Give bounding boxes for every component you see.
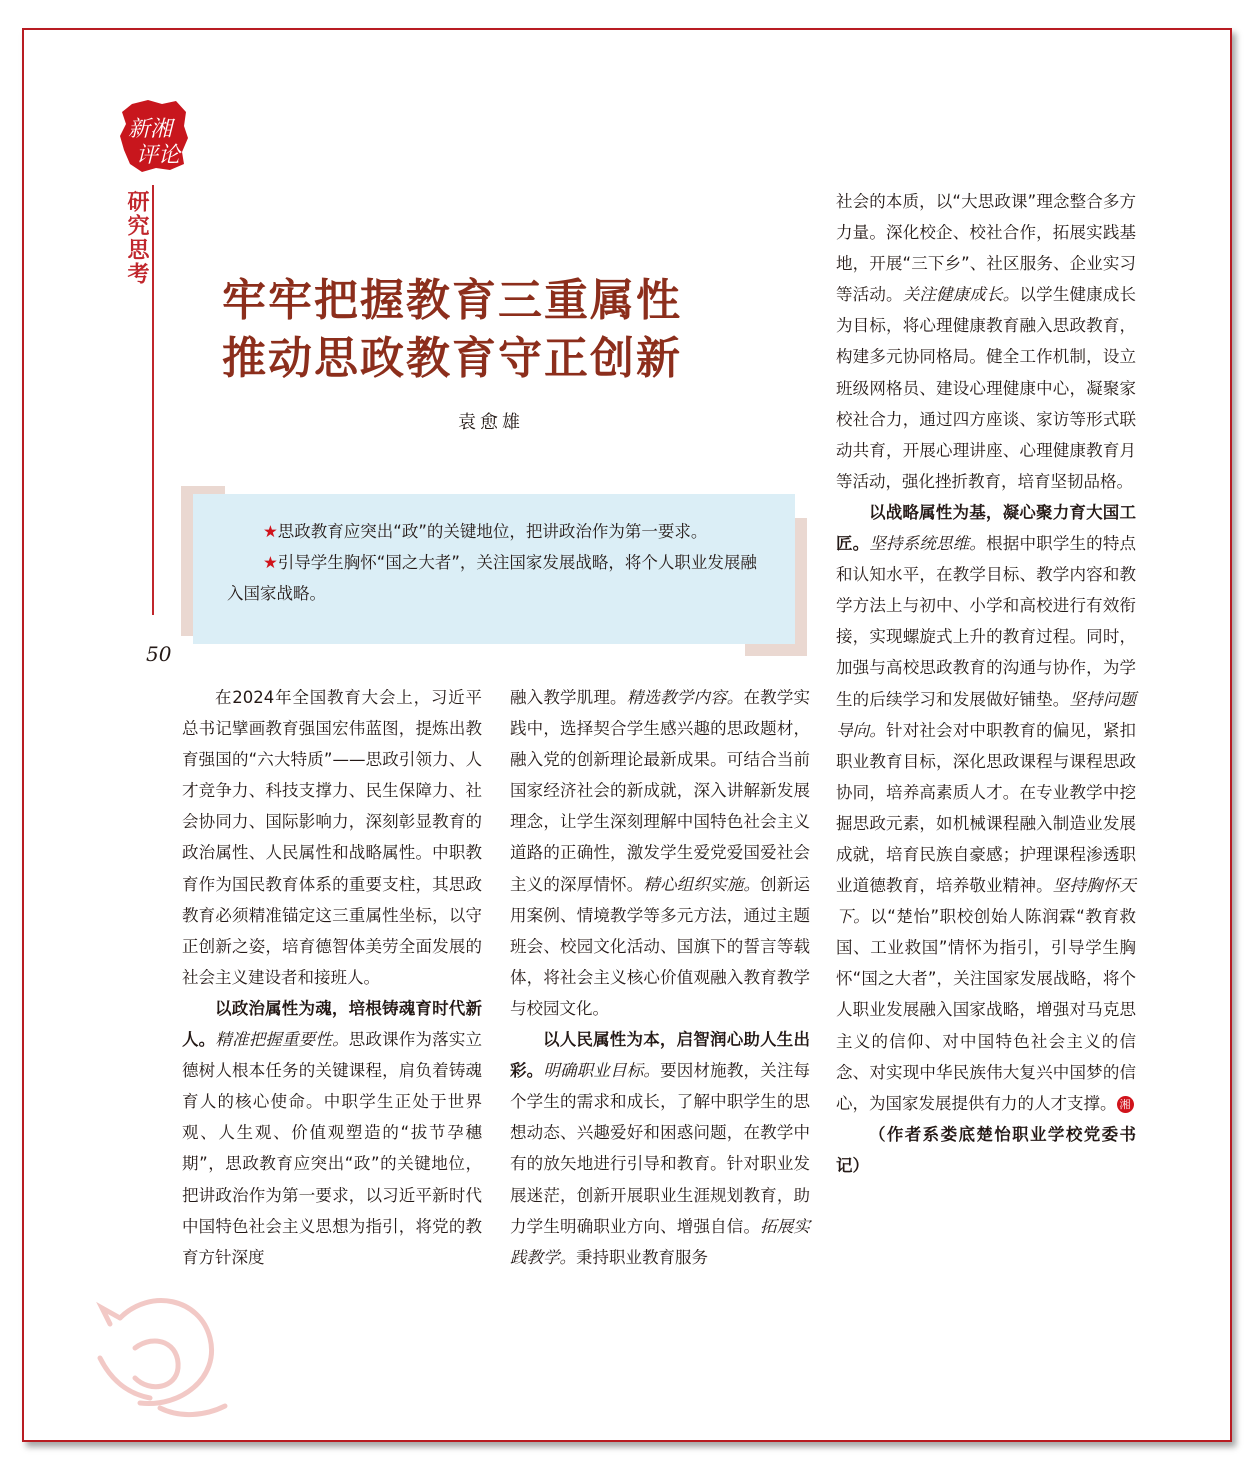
highlight-item: ★引导学生胸怀“国之大者”，关注国家发展战略，将个人职业发展融入国家战略。 bbox=[227, 553, 757, 603]
keyword: 坚持系统思维。 bbox=[869, 534, 987, 554]
svg-text:评论: 评论 bbox=[136, 143, 181, 168]
highlight-box bbox=[193, 494, 795, 644]
keyword: 精选教学内容。 bbox=[626, 688, 744, 707]
keyword: 拓展实践教学。 bbox=[510, 1216, 811, 1267]
keyword: 精准把握重要性。 bbox=[215, 1030, 349, 1050]
column-3 bbox=[836, 186, 1136, 1181]
subheading: 以政治属性为魂，培根铸魂育时代新人。 bbox=[182, 998, 482, 1050]
highlight-item: ★思政教育应突出“政”的关键地位，把讲政治作为第一要求。 bbox=[263, 522, 708, 541]
paragraph: 以政治属性为魂，培根铸魂育时代新人。精准把握重要性。思政课作为落实立德树人根本任务的关键课程，肩负着铸魂育人的核心使命。中职学生正处于世界观、人生观、价值观塑造的“拔节孕穗期”，思政教育应突出“政”的关键地位，把讲政治作为第一要求，以习近平新时代中国特色社会主义思想为指引，将党的教育方针深度 bbox=[182, 998, 483, 1267]
keyword: 坚持问题导向。 bbox=[836, 689, 1137, 740]
keyword: 精心组织实施。 bbox=[643, 874, 761, 894]
paragraph: 在2024年全国教育大会上，习近平总书记擘画教育强国宏伟蓝图，提炼出教育强国的“六大特质”——思政引领力、人才竞争力、科技支撑力、民生保障力、社会协同力、国际影响力，深刻彰显教育的政治属性、人民属性和战略属性。中职教育作为国民教育体系的重要支柱，其思政教育必须精准锚定这三重属性坐标，以守正创新之姿，培育德智体美劳全面发展的社会主义建设者和接班人。 bbox=[182, 688, 482, 987]
svg-text:新湘: 新湘 bbox=[128, 117, 173, 142]
keyword: 坚持胸怀天下。 bbox=[836, 876, 1137, 927]
paragraph: 以战略属性为基，凝心聚力育大国工匠。坚持系统思维。根据中职学生的特点和认知水平，在教学目标、教学内容和教学方法上与初中、小学和高校进行有效衔接，实现螺旋式上升的教育过程。同时，加强与高校思政教育的沟通与协作，为学生的后续学习和发展做好铺垫。坚持问题导向。针对社会对中职教育的偏见，紧扣职业教育目标，深化思政课程与课程思政协同，培养高素质人才。在专业教学中挖掘思政元素，如机械课程融入制造业发展成就，培育民族自豪感；护理课程渗透职业道德教育，培养敬业精神。坚持胸怀天下。以“楚怡”职校创始人陈润霖“教育救国、工业救国”情怀为指引，引导学生胸怀“国之大者”，关注国家发展战略，将个人职业发展融入国家战略，增强对马克思主义的信仰、对中国特色社会主义的信念、对实现中华民族伟大复兴中国梦的信心，为国家发展提供有力的人才支撑。 湘 bbox=[836, 502, 1137, 1113]
section-divider-line bbox=[152, 185, 154, 615]
crane-watermark-icon bbox=[80, 1278, 240, 1428]
star-icon: ★ bbox=[263, 553, 278, 572]
paragraph: 社会的本质，以“大思政课”理念整合多方力量。深化校企、校社合作，拓展实践基地，开展“三下乡”、社区服务、企业实习等活动。关注健康成长。以学生健康成长为目标，将心理健康教育融入思政教育，构建多元协同格局。健全工作机制，设立班级网格员、建设心理健康中心，凝聚家校社合力，通过四方座谈、家访等形式联动共育，开展心理讲座、心理健康教育月等活动，强化挫折教育，培育坚韧品格。 bbox=[836, 192, 1137, 491]
end-mark-icon: 湘 bbox=[1117, 1096, 1134, 1113]
section-label: 研究思考 bbox=[124, 190, 149, 286]
title-line-1: 牢牢把握教育三重属性 bbox=[222, 275, 682, 326]
subheading: 以战略属性为基，凝心聚力育大国工匠。 bbox=[836, 502, 1136, 554]
article-title bbox=[222, 272, 782, 388]
column-1 bbox=[182, 682, 482, 1273]
title-line-2: 推动思政教育守正创新 bbox=[222, 333, 682, 384]
star-icon: ★ bbox=[263, 522, 278, 541]
page-number: 50 bbox=[146, 642, 172, 666]
keyword: 明确职业目标。 bbox=[543, 1061, 661, 1081]
author-note: （作者系娄底楚怡职业学校党委书记） bbox=[836, 1124, 1136, 1175]
column-2 bbox=[510, 682, 810, 1273]
subheading: 以人民属性为本，启智润心助人生出彩。 bbox=[510, 1030, 810, 1081]
paragraph: 以人民属性为本，启智润心助人生出彩。明确职业目标。要因材施教，关注每个学生的需求和成长，了解中职学生的思想动态、兴趣爱好和困惑问题，在教学中有的放矢地进行引导和教育。针对职业发展迷茫，创新开展职业生涯规划教育，助力学生明确职业方向、增强自信。拓展实践教学。秉持职业教育服务 bbox=[510, 1030, 811, 1267]
xinxiang-pinglun-logo bbox=[118, 98, 190, 174]
paragraph: 融入教学肌理。精选教学内容。在教学实践中，选择契合学生感兴趣的思政题材，融入党的创新理论最新成果。可结合当前国家经济社会的新成就，深入讲解新发展理念，让学生深刻理解中国特色社会主义道路的正确性，激发学生爱党爱国爱社会主义的深厚情怀。精心组织实施。创新运用案例、情境教学等多元方法，通过主题班会、校园文化活动、国旗下的誓言等载体，将社会主义核心价值观融入教育教学与校园文化。 bbox=[510, 688, 811, 1018]
author-name: 袁愈雄 bbox=[458, 412, 524, 433]
keyword: 关注健康成长。 bbox=[902, 285, 1020, 305]
